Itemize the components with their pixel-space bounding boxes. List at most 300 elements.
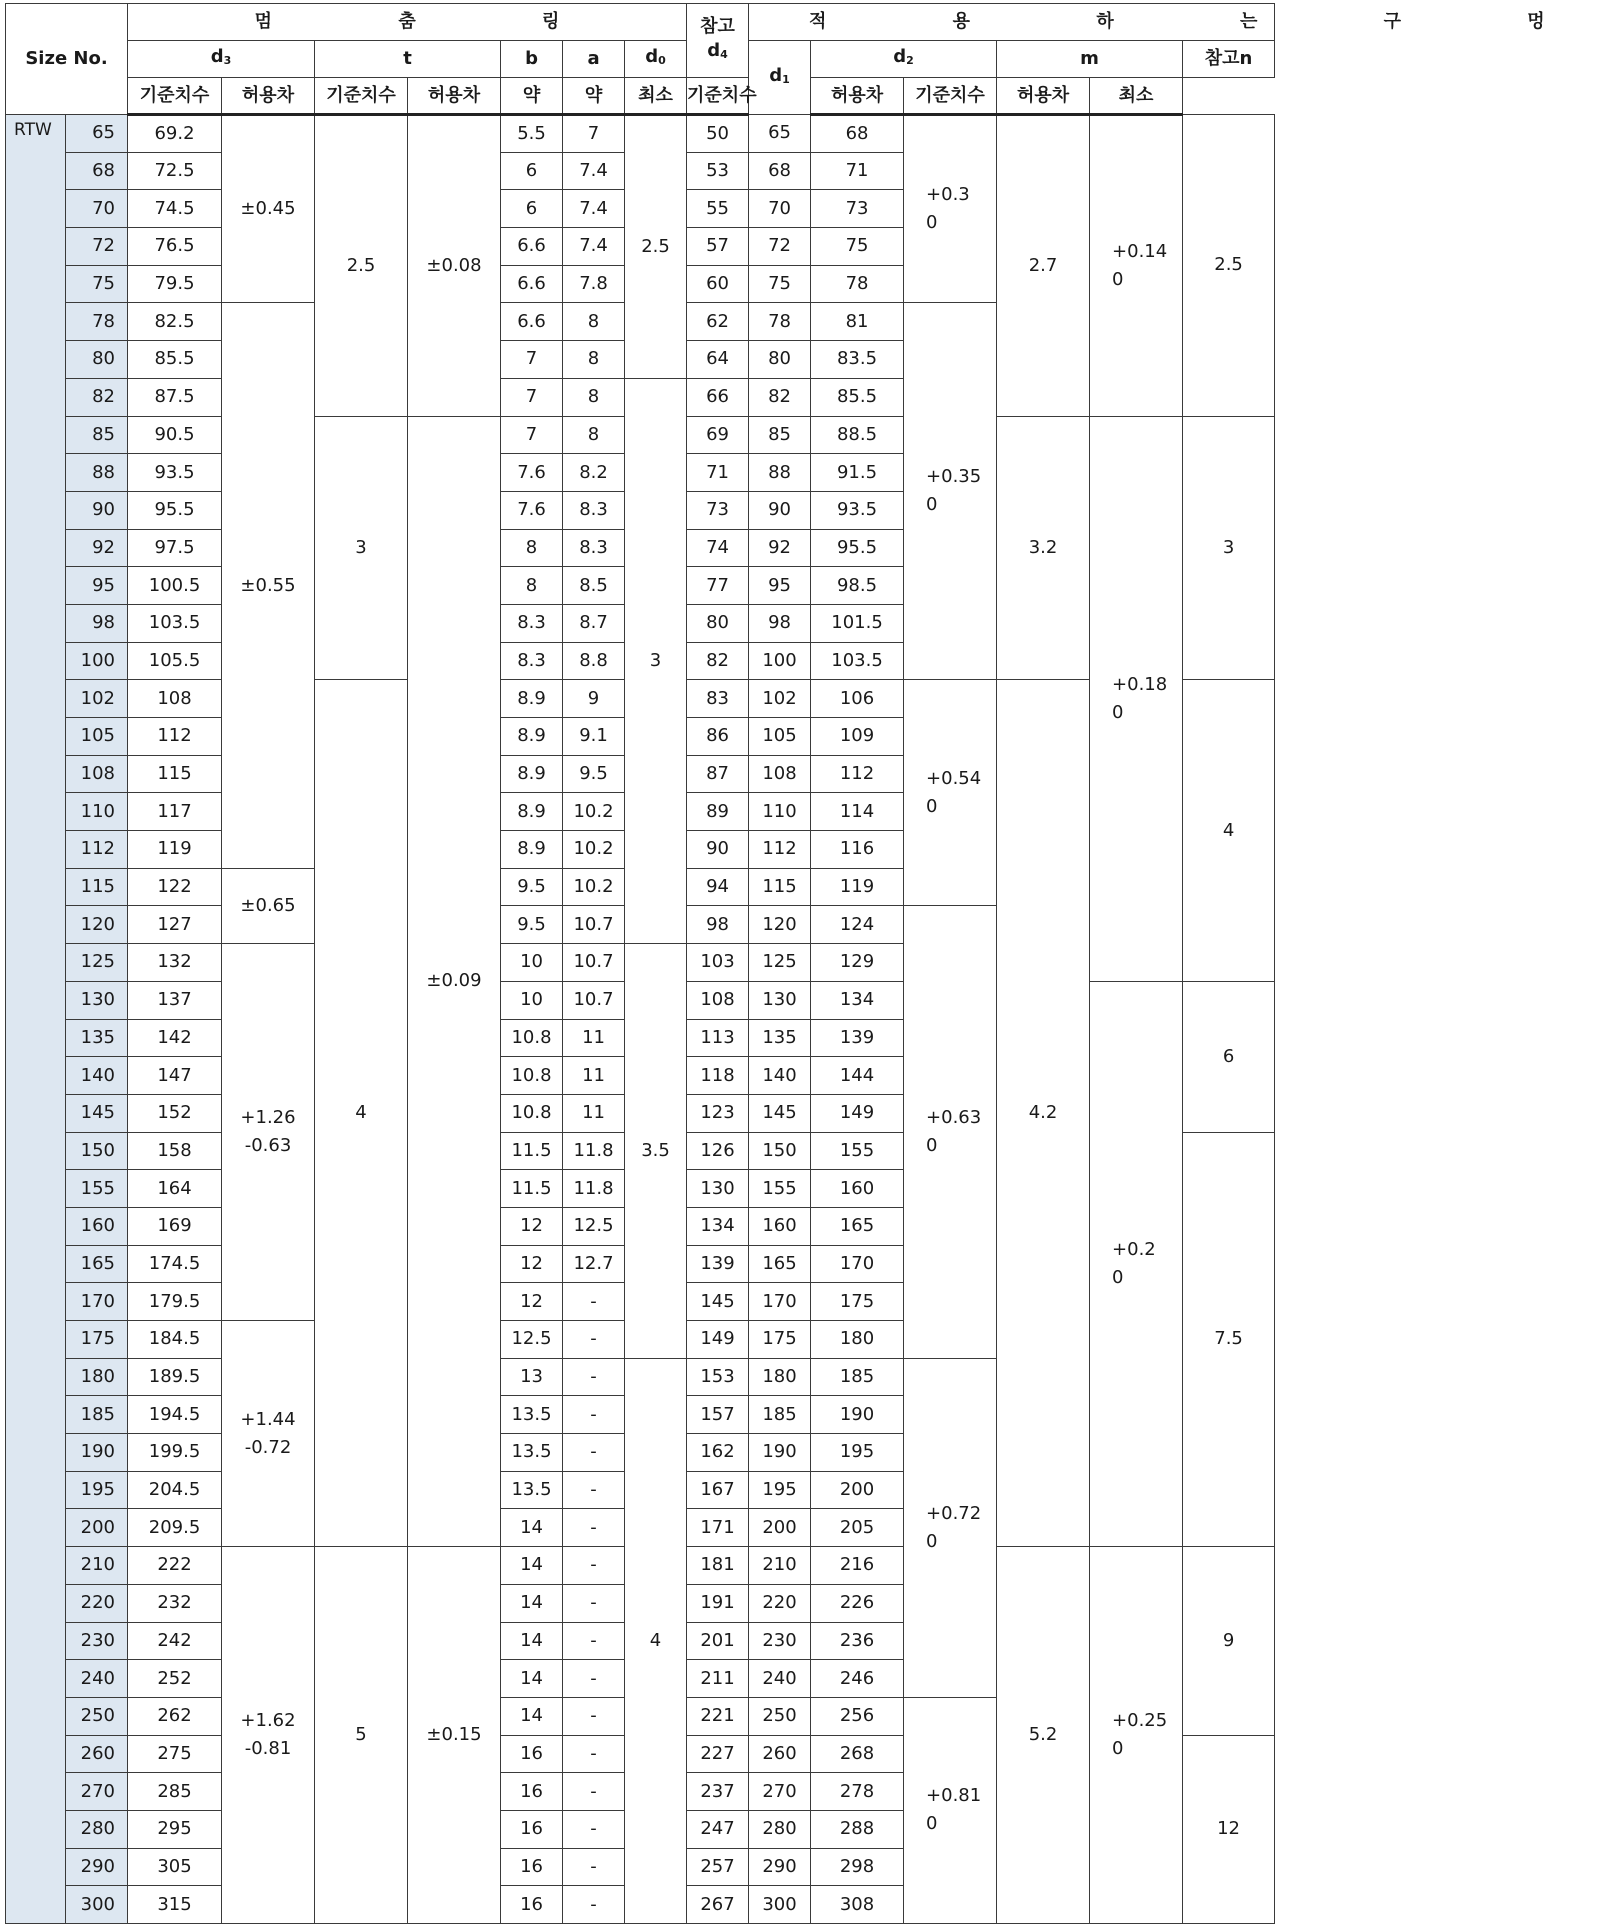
b-cell: 8 (501, 529, 563, 567)
b-cell: 11.5 (501, 1132, 563, 1170)
d2-basic-cell: 114 (811, 793, 904, 831)
d4-cell: 90 (687, 831, 749, 869)
d4-cell: 167 (687, 1471, 749, 1509)
d4-cell: 50 (687, 115, 749, 153)
b-cell: 13.5 (501, 1471, 563, 1509)
d4-cell: 162 (687, 1434, 749, 1472)
size-cell: 88 (66, 454, 128, 492)
size-cell: 102 (66, 680, 128, 718)
d1-cell: 290 (749, 1848, 811, 1886)
size-cell: 290 (66, 1848, 128, 1886)
d2-basic-cell: 185 (811, 1358, 904, 1396)
d3-basic-cell: 93.5 (128, 454, 222, 492)
size-cell: 70 (66, 190, 128, 228)
b-cell: 8 (501, 567, 563, 605)
ref-n-cell: 6 (1183, 981, 1275, 1132)
d1-cell: 65 (749, 115, 811, 153)
d3-tol-header: 허용차 (222, 78, 315, 115)
d3-basic-cell: 275 (128, 1735, 222, 1773)
d2-basic-header: 기준치수 (687, 78, 749, 115)
a-cell: - (563, 1358, 625, 1396)
t-tolerance-cell: ±0.08 (408, 115, 501, 417)
d3-basic-cell: 252 (128, 1660, 222, 1698)
b-cell: 10 (501, 981, 563, 1019)
d1-cell: 155 (749, 1170, 811, 1208)
d3-tolerance-cell: +1.26 -0.63 (222, 944, 315, 1321)
d2-basic-cell: 180 (811, 1321, 904, 1359)
stop-ring-header: 멈 춤 링 (128, 4, 687, 41)
a-cell: 12.5 (563, 1207, 625, 1245)
d2-basic-cell: 190 (811, 1396, 904, 1434)
d1-cell: 108 (749, 755, 811, 793)
b-cell: 6 (501, 152, 563, 190)
d4-cell: 211 (687, 1660, 749, 1698)
d4-cell: 53 (687, 152, 749, 190)
d2-basic-cell: 91.5 (811, 454, 904, 492)
d1-cell: 300 (749, 1886, 811, 1924)
size-cell: 112 (66, 831, 128, 869)
b-cell: 8.9 (501, 831, 563, 869)
t-basic-cell: 3 (315, 416, 408, 680)
d2-basic-cell: 93.5 (811, 491, 904, 529)
b-cell: 6.6 (501, 303, 563, 341)
d4-cell: 126 (687, 1132, 749, 1170)
d1-cell: 200 (749, 1509, 811, 1547)
d1-cell: 135 (749, 1019, 811, 1057)
d2-basic-cell: 139 (811, 1019, 904, 1057)
b-cell: 8.9 (501, 680, 563, 718)
d1-cell: 75 (749, 265, 811, 303)
d3-basic-cell: 179.5 (128, 1283, 222, 1321)
b-cell: 10.8 (501, 1094, 563, 1132)
b-cell: 6 (501, 190, 563, 228)
d4-cell: 171 (687, 1509, 749, 1547)
t-tol-header: 허용차 (408, 78, 501, 115)
m-basic-cell: 3.2 (997, 416, 1090, 680)
size-cell: 85 (66, 416, 128, 454)
a-cell: 8.5 (563, 567, 625, 605)
a-cell: 11 (563, 1094, 625, 1132)
a-cell: 8.7 (563, 604, 625, 642)
d1-cell: 170 (749, 1283, 811, 1321)
a-cell: 8 (563, 416, 625, 454)
size-cell: 92 (66, 529, 128, 567)
size-cell: 98 (66, 604, 128, 642)
t-basic-header: 기준치수 (315, 78, 408, 115)
b-cell: 16 (501, 1735, 563, 1773)
d3-basic-cell: 204.5 (128, 1471, 222, 1509)
a-cell: - (563, 1584, 625, 1622)
d2-basic-cell: 83.5 (811, 341, 904, 379)
size-cell: 72 (66, 228, 128, 266)
d3-basic-cell: 119 (128, 831, 222, 869)
b-cell: 13.5 (501, 1434, 563, 1472)
d3-basic-cell: 132 (128, 944, 222, 982)
d3-basic-cell: 315 (128, 1886, 222, 1924)
size-cell: 82 (66, 378, 128, 416)
a-cell: 7 (563, 115, 625, 153)
d3-basic-cell: 97.5 (128, 529, 222, 567)
d4-cell: 237 (687, 1773, 749, 1811)
a-cell: - (563, 1773, 625, 1811)
d1-cell: 175 (749, 1321, 811, 1359)
a-cell: 7.4 (563, 228, 625, 266)
d2-basic-cell: 160 (811, 1170, 904, 1208)
d4-cell: 69 (687, 416, 749, 454)
d1-cell: 280 (749, 1810, 811, 1848)
size-cell: 170 (66, 1283, 128, 1321)
b-cell: 8.9 (501, 718, 563, 756)
size-cell: 220 (66, 1584, 128, 1622)
d4-cell: 108 (687, 981, 749, 1019)
d3-header: $d_3$ (128, 41, 315, 78)
size-cell: 120 (66, 906, 128, 944)
d2-basic-cell: 119 (811, 868, 904, 906)
size-cell: 210 (66, 1547, 128, 1585)
d4-cell: 57 (687, 228, 749, 266)
d3-basic-cell: 105.5 (128, 642, 222, 680)
d3-basic-cell: 262 (128, 1697, 222, 1735)
d2-basic-cell: 95.5 (811, 529, 904, 567)
m-basic-cell: 2.7 (997, 115, 1090, 417)
b-cell: 7 (501, 341, 563, 379)
d3-basic-cell: 108 (128, 680, 222, 718)
spec-table-body (6, 115, 1275, 1924)
d1-cell: 270 (749, 1773, 811, 1811)
d2-basic-cell: 106 (811, 680, 904, 718)
d1-cell: 250 (749, 1697, 811, 1735)
d2-basic-cell: 98.5 (811, 567, 904, 605)
d2-tolerance-cell: +0.54 0 (904, 680, 997, 906)
d2-basic-cell: 278 (811, 1773, 904, 1811)
t-basic-cell: 5 (315, 1547, 408, 1924)
size-cell: 105 (66, 718, 128, 756)
a-approx-header: 약 (563, 78, 625, 115)
size-cell: 150 (66, 1132, 128, 1170)
size-cell: 100 (66, 642, 128, 680)
d2-basic-cell: 268 (811, 1735, 904, 1773)
m-tolerance-cell: +0.2 0 (1090, 981, 1183, 1546)
m-tolerance-cell: +0.25 0 (1090, 1547, 1183, 1924)
b-cell: 8.9 (501, 793, 563, 831)
size-cell: 180 (66, 1358, 128, 1396)
d2-basic-cell: 298 (811, 1848, 904, 1886)
size-cell: 68 (66, 152, 128, 190)
b-cell: 16 (501, 1848, 563, 1886)
b-cell: 14 (501, 1622, 563, 1660)
d4-cell: 82 (687, 642, 749, 680)
d3-tolerance-cell: +1.44 -0.72 (222, 1321, 315, 1547)
size-cell: 280 (66, 1810, 128, 1848)
m-basic-cell: 5.2 (997, 1547, 1090, 1924)
d2-basic-cell: 246 (811, 1660, 904, 1698)
size-cell: 185 (66, 1396, 128, 1434)
d2-basic-cell: 175 (811, 1283, 904, 1321)
t-basic-cell: 4 (315, 680, 408, 1547)
d1-cell: 145 (749, 1094, 811, 1132)
d3-basic-cell: 295 (128, 1810, 222, 1848)
d4-cell: 89 (687, 793, 749, 831)
d4-cell: 145 (687, 1283, 749, 1321)
ref-n-cell: 4 (1183, 680, 1275, 982)
a-cell: - (563, 1471, 625, 1509)
ref-d4-label: $d_4$ (707, 39, 728, 61)
d3-basic-cell: 164 (128, 1170, 222, 1208)
a-cell: 8.3 (563, 491, 625, 529)
d2-basic-cell: 71 (811, 152, 904, 190)
d3-basic-cell: 189.5 (128, 1358, 222, 1396)
d4-cell: 64 (687, 341, 749, 379)
b-approx-header: 약 (501, 78, 563, 115)
a-cell: 12.7 (563, 1245, 625, 1283)
d2-basic-cell: 112 (811, 755, 904, 793)
ref-n-cell: 9 (1183, 1547, 1275, 1735)
size-cell: 110 (66, 793, 128, 831)
d1-cell: 112 (749, 831, 811, 869)
ref-n-cell: 7.5 (1183, 1132, 1275, 1547)
a-cell: - (563, 1509, 625, 1547)
b-cell: 14 (501, 1547, 563, 1585)
d4-cell: 149 (687, 1321, 749, 1359)
t-tolerance-cell: ±0.09 (408, 416, 501, 1547)
a-header: a (563, 41, 625, 78)
size-cell: 160 (66, 1207, 128, 1245)
d3-basic-cell: 184.5 (128, 1321, 222, 1359)
d2-basic-cell: 165 (811, 1207, 904, 1245)
a-cell: 9.5 (563, 755, 625, 793)
m-basic-cell: 4.2 (997, 680, 1090, 1547)
a-cell: 10.2 (563, 793, 625, 831)
size-cell: 145 (66, 1094, 128, 1132)
d2-basic-cell: 170 (811, 1245, 904, 1283)
d4-cell: 157 (687, 1396, 749, 1434)
d4-cell: 139 (687, 1245, 749, 1283)
d2-basic-cell: 195 (811, 1434, 904, 1472)
d4-cell: 267 (687, 1886, 749, 1924)
d3-basic-cell: 112 (128, 718, 222, 756)
b-cell: 8.3 (501, 604, 563, 642)
d4-cell: 134 (687, 1207, 749, 1245)
a-cell: 8 (563, 378, 625, 416)
b-cell: 10.8 (501, 1019, 563, 1057)
b-cell: 14 (501, 1584, 563, 1622)
size-cell: 270 (66, 1773, 128, 1811)
spec-table (5, 3, 1605, 1924)
size-cell: 135 (66, 1019, 128, 1057)
b-cell: 14 (501, 1697, 563, 1735)
a-cell: 10.2 (563, 831, 625, 869)
d1-cell: 210 (749, 1547, 811, 1585)
d4-cell: 98 (687, 906, 749, 944)
d3-basic-cell: 90.5 (128, 416, 222, 454)
d3-basic-cell: 158 (128, 1132, 222, 1170)
a-cell: 7.4 (563, 152, 625, 190)
a-cell: - (563, 1848, 625, 1886)
d4-cell: 103 (687, 944, 749, 982)
size-cell: 165 (66, 1245, 128, 1283)
size-cell: 230 (66, 1622, 128, 1660)
a-cell: 8 (563, 341, 625, 379)
size-cell: 195 (66, 1471, 128, 1509)
size-cell: 90 (66, 491, 128, 529)
d2-basic-cell: 129 (811, 944, 904, 982)
d1-cell: 260 (749, 1735, 811, 1773)
d3-basic-cell: 147 (128, 1057, 222, 1095)
m-tol-header: 허용차 (997, 78, 1090, 115)
d1-cell: 110 (749, 793, 811, 831)
size-cell: 65 (66, 115, 128, 153)
d3-basic-cell: 85.5 (128, 341, 222, 379)
size-cell: 95 (66, 567, 128, 605)
a-cell: - (563, 1396, 625, 1434)
size-cell: 200 (66, 1509, 128, 1547)
d0-cell: 4 (625, 1358, 687, 1923)
d3-basic-cell: 69.2 (128, 115, 222, 153)
d3-basic-cell: 103.5 (128, 604, 222, 642)
d2-basic-cell: 200 (811, 1471, 904, 1509)
d3-basic-cell: 122 (128, 868, 222, 906)
a-cell: - (563, 1547, 625, 1585)
d3-basic-cell: 100.5 (128, 567, 222, 605)
b-cell: 12 (501, 1245, 563, 1283)
d2-tol-header: 허용차 (811, 78, 904, 115)
table-row (6, 115, 1275, 153)
d4-cell: 62 (687, 303, 749, 341)
m-tolerance-cell: +0.14 0 (1090, 115, 1183, 417)
d3-basic-cell: 169 (128, 1207, 222, 1245)
d3-basic-cell: 174.5 (128, 1245, 222, 1283)
d4-cell: 66 (687, 378, 749, 416)
d3-basic-cell: 209.5 (128, 1509, 222, 1547)
d1-cell: 82 (749, 378, 811, 416)
d4-cell: 113 (687, 1019, 749, 1057)
d1-cell: 105 (749, 718, 811, 756)
d3-basic-cell: 242 (128, 1622, 222, 1660)
a-cell: 11 (563, 1057, 625, 1095)
b-cell: 9.5 (501, 906, 563, 944)
size-cell: 260 (66, 1735, 128, 1773)
b-cell: 7.6 (501, 454, 563, 492)
d3-basic-cell: 72.5 (128, 152, 222, 190)
b-cell: 6.6 (501, 265, 563, 303)
t-header: t (315, 41, 501, 78)
d2-basic-cell: 205 (811, 1509, 904, 1547)
d4-cell: 201 (687, 1622, 749, 1660)
d4-cell: 130 (687, 1170, 749, 1208)
b-cell: 14 (501, 1660, 563, 1698)
b-cell: 13 (501, 1358, 563, 1396)
size-cell: 190 (66, 1434, 128, 1472)
d4-cell: 86 (687, 718, 749, 756)
d2-basic-cell: 68 (811, 115, 904, 153)
d1-cell: 102 (749, 680, 811, 718)
b-cell: 16 (501, 1886, 563, 1924)
d3-basic-cell: 115 (128, 755, 222, 793)
d2-basic-cell: 124 (811, 906, 904, 944)
d4-cell: 94 (687, 868, 749, 906)
d2-tolerance-cell: +0.63 0 (904, 906, 997, 1358)
size-cell: 140 (66, 1057, 128, 1095)
d1-cell: 92 (749, 529, 811, 567)
size-cell: 75 (66, 265, 128, 303)
size-cell: 155 (66, 1170, 128, 1208)
b-cell: 7 (501, 416, 563, 454)
d3-basic-cell: 305 (128, 1848, 222, 1886)
a-cell: 10.2 (563, 868, 625, 906)
d4-cell: 60 (687, 265, 749, 303)
d2-basic-cell: 103.5 (811, 642, 904, 680)
d4-cell: 118 (687, 1057, 749, 1095)
b-cell: 13.5 (501, 1396, 563, 1434)
d2-basic-cell: 73 (811, 190, 904, 228)
d1-cell: 120 (749, 906, 811, 944)
d3-basic-cell: 95.5 (128, 491, 222, 529)
d3-basic-cell: 285 (128, 1773, 222, 1811)
b-cell: 9.5 (501, 868, 563, 906)
m-tolerance-cell: +0.18 0 (1090, 416, 1183, 981)
d4-cell: 221 (687, 1697, 749, 1735)
d1-cell: 95 (749, 567, 811, 605)
d0-cell: 2.5 (625, 115, 687, 379)
m-basic-header: 기준치수 (904, 78, 997, 115)
d0-header: $d_0$ (625, 41, 687, 78)
size-cell: 130 (66, 981, 128, 1019)
d2-basic-cell: 236 (811, 1622, 904, 1660)
d2-basic-cell: 101.5 (811, 604, 904, 642)
hole-header: 적 용 하 는 구 멍 (749, 4, 1275, 41)
d1-cell: 240 (749, 1660, 811, 1698)
b-cell: 10.8 (501, 1057, 563, 1095)
d3-basic-cell: 117 (128, 793, 222, 831)
size-no-header: Size No. (6, 4, 128, 115)
d2-basic-cell: 81 (811, 303, 904, 341)
size-cell: 250 (66, 1697, 128, 1735)
size-cell: 175 (66, 1321, 128, 1359)
d1-cell: 165 (749, 1245, 811, 1283)
d4-cell: 71 (687, 454, 749, 492)
b-cell: 5.5 (501, 115, 563, 153)
d2-basic-cell: 109 (811, 718, 904, 756)
a-cell: - (563, 1622, 625, 1660)
d3-basic-cell: 79.5 (128, 265, 222, 303)
d1-cell: 125 (749, 944, 811, 982)
a-cell: 8.3 (563, 529, 625, 567)
b-cell: 12 (501, 1283, 563, 1321)
ref-n-cell: 2.5 (1183, 115, 1275, 417)
series-label: RTW (6, 115, 66, 1924)
d1-cell: 100 (749, 642, 811, 680)
a-cell: 7.8 (563, 265, 625, 303)
d2-basic-cell: 308 (811, 1886, 904, 1924)
ref-n-cell: 3 (1183, 416, 1275, 680)
d2-basic-cell: 226 (811, 1584, 904, 1622)
b-cell: 8.9 (501, 755, 563, 793)
d4-cell: 87 (687, 755, 749, 793)
a-cell: 7.4 (563, 190, 625, 228)
a-cell: 11.8 (563, 1170, 625, 1208)
size-cell: 300 (66, 1886, 128, 1924)
d1-cell: 80 (749, 341, 811, 379)
d4-cell: 227 (687, 1735, 749, 1773)
ref-n-cell: 12 (1183, 1735, 1275, 1923)
d3-basic-cell: 194.5 (128, 1396, 222, 1434)
b-cell: 16 (501, 1773, 563, 1811)
d0-cell: 3.5 (625, 944, 687, 1359)
d3-basic-cell: 137 (128, 981, 222, 1019)
b-header: b (501, 41, 563, 78)
a-cell: 10.7 (563, 944, 625, 982)
b-cell: 7.6 (501, 491, 563, 529)
